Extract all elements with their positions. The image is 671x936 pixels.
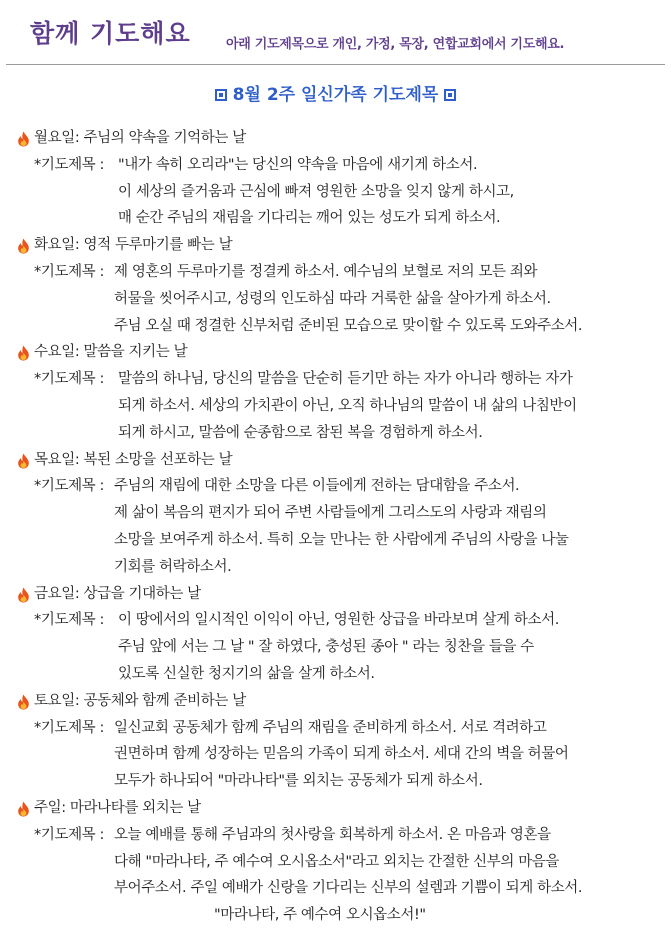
- flame-icon: [17, 238, 30, 254]
- day-heading-text: 금요일: 상급을 기대하는 날: [34, 585, 201, 602]
- day-heading: [0, 795, 671, 822]
- prayer-text: 주님 오실 때 정결한 신부처럼 준비된 모습으로 맞이할 수 있도록 도와주소서.: [114, 317, 583, 334]
- brand-title: 함께 기도해요: [30, 19, 191, 48]
- prayer-line: [0, 849, 671, 876]
- day-section: [0, 581, 671, 688]
- prayer-text: 제 영혼의 두루마기를 정결케 하소서. 예수님의 보혈로 저의 모든 죄와: [114, 263, 538, 280]
- prayer-line: [0, 554, 671, 581]
- prayer-text: 오늘 예배를 통해 주님과의 첫사랑을 회복하게 하소서. 온 마음과 영혼을: [114, 826, 551, 843]
- day-heading-text: 주일: 마라나타를 외치는 날: [34, 799, 201, 816]
- prayer-text: 소망을 보여주게 하소서. 특히 오늘 만나는 한 사람에게 주님의 사랑을 나눌: [114, 531, 569, 548]
- prayer-line: [0, 366, 671, 393]
- prayer-text: 이 땅에서의 일시적인 이익이 아닌, 영원한 상급을 바라보며 살게 하소서.: [118, 612, 559, 629]
- prayer-line: [0, 152, 671, 179]
- day-heading: [0, 339, 671, 366]
- prayer-text: 되게 하시고, 말씀에 순종함으로 참된 복을 경험하게 하소서.: [118, 424, 483, 441]
- day-heading: [0, 447, 671, 474]
- prayer-text: 주님의 재림에 대한 소망을 다른 이들에게 전하는 담대함을 주소서.: [114, 478, 520, 495]
- prayer-text: 말씀의 하나님, 당신의 말씀을 단순히 듣기만 하는 자가 아니라 행하는 자가: [118, 371, 573, 388]
- prayer-text: 있도록 신실한 청지기의 삶을 살게 하소서.: [118, 665, 375, 682]
- prayer-text: 주님 앞에 서는 그 날 " 잘 하였다, 충성된 종아 " 라는 칭찬을 들을 수: [118, 639, 534, 656]
- prayer-label: *기도제목 :: [34, 156, 104, 173]
- flame-icon: [17, 587, 30, 603]
- prayer-line: [0, 393, 671, 420]
- prayer-text: 일신교회 공동체가 함께 주님의 재림을 준비하게 하소서. 서로 격려하고: [114, 719, 547, 736]
- prayer-label: *기도제목 :: [34, 371, 104, 388]
- prayer-list: [0, 125, 671, 929]
- day-heading-text: 수요일: 말씀을 지키는 날: [34, 344, 188, 361]
- page-title: [0, 80, 671, 105]
- day-heading-text: 목요일: 복된 소망을 선포하는 날: [34, 451, 233, 468]
- day-section: [0, 232, 671, 339]
- prayer-line: [0, 634, 671, 661]
- prayer-line: [0, 902, 671, 929]
- prayer-line: [0, 875, 671, 902]
- prayer-line: [0, 822, 671, 849]
- day-heading: [0, 232, 671, 259]
- square-box-icon: [215, 89, 227, 101]
- prayer-line: [0, 768, 671, 795]
- day-heading-text: 화요일: 영적 두루마기를 빠는 날: [34, 237, 233, 254]
- prayer-line: [0, 607, 671, 634]
- prayer-label: *기도제목 :: [34, 478, 104, 495]
- prayer-text: "내가 속히 오리라"는 당신의 약속을 마음에 새기게 하소서.: [118, 156, 478, 173]
- flame-icon: [17, 694, 30, 710]
- prayer-text: 이 세상의 즐거움과 근심에 빠져 영원한 소망을 잊지 않게 하시고,: [118, 183, 514, 200]
- day-section: [0, 339, 671, 446]
- day-section: [0, 688, 671, 795]
- square-box-icon: [444, 89, 456, 101]
- prayer-text: 제 삶이 복음의 편지가 되어 주변 사람들에게 그리스도의 사랑과 재림의: [114, 505, 547, 522]
- page-title-text: 8월 2주 일신가족 기도제목: [232, 85, 439, 105]
- prayer-line: [0, 259, 671, 286]
- header-divider: [6, 64, 665, 65]
- prayer-label: *기도제목 :: [34, 612, 104, 629]
- prayer-line: [0, 741, 671, 768]
- prayer-text: 부어주소서. 주일 예배가 신랑을 기다리는 신부의 설렘과 기쁨이 되게 하소서.: [114, 880, 583, 897]
- prayer-text: 매 순간 주님의 재림을 기다리는 깨어 있는 성도가 되게 하소서.: [118, 210, 501, 227]
- day-heading-text: 월요일: 주님의 약속을 기억하는 날: [34, 130, 246, 146]
- prayer-line: [0, 527, 671, 554]
- day-section: [0, 795, 671, 929]
- day-section: [0, 447, 671, 581]
- prayer-line: [0, 313, 671, 340]
- prayer-line: [0, 205, 671, 232]
- prayer-line: [0, 473, 671, 500]
- day-section: [0, 125, 671, 232]
- flame-icon: [17, 131, 30, 147]
- prayer-text: 권면하며 함께 성장하는 믿음의 가족이 되게 하소서. 세대 간의 벽을 허물어: [114, 746, 569, 763]
- day-heading-text: 토요일: 공동체와 함께 준비하는 날: [34, 692, 246, 709]
- flame-icon: [17, 453, 30, 469]
- prayer-text: "마라나타, 주 예수여 오시옵소서!": [214, 907, 426, 924]
- prayer-text: 기회를 허락하소서.: [114, 558, 232, 575]
- prayer-text: 허물을 씻어주시고, 성령의 인도하심 따라 거룩한 삶을 살아가게 하소서.: [114, 290, 551, 307]
- day-heading: [0, 688, 671, 715]
- prayer-line: [0, 420, 671, 447]
- prayer-line: [0, 179, 671, 206]
- header-tagline: 아래 기도제목으로 개인, 가정, 목장, 연합교회에서 기도해요.: [226, 37, 565, 52]
- flame-icon: [17, 801, 30, 817]
- prayer-line: [0, 715, 671, 742]
- prayer-line: [0, 500, 671, 527]
- prayer-label: *기도제목 :: [34, 719, 104, 736]
- prayer-label: *기도제목 :: [34, 826, 104, 843]
- day-heading: [0, 125, 671, 152]
- prayer-line: [0, 661, 671, 688]
- prayer-label: *기도제목 :: [34, 263, 104, 280]
- prayer-text: 모두가 하나되어 "마라나타"를 외치는 공동체가 되게 하소서.: [114, 773, 483, 790]
- prayer-text: 다해 "마라나타, 주 예수여 오시옵소서"라고 외치는 간절한 신부의 마음을: [114, 853, 560, 870]
- prayer-text: 되게 하소서. 세상의 가치관이 아닌, 오직 하나님의 말씀이 내 삶의 나침반이: [118, 397, 577, 414]
- flame-icon: [17, 345, 30, 361]
- prayer-line: [0, 286, 671, 313]
- day-heading: [0, 581, 671, 608]
- page-header: [0, 0, 671, 66]
